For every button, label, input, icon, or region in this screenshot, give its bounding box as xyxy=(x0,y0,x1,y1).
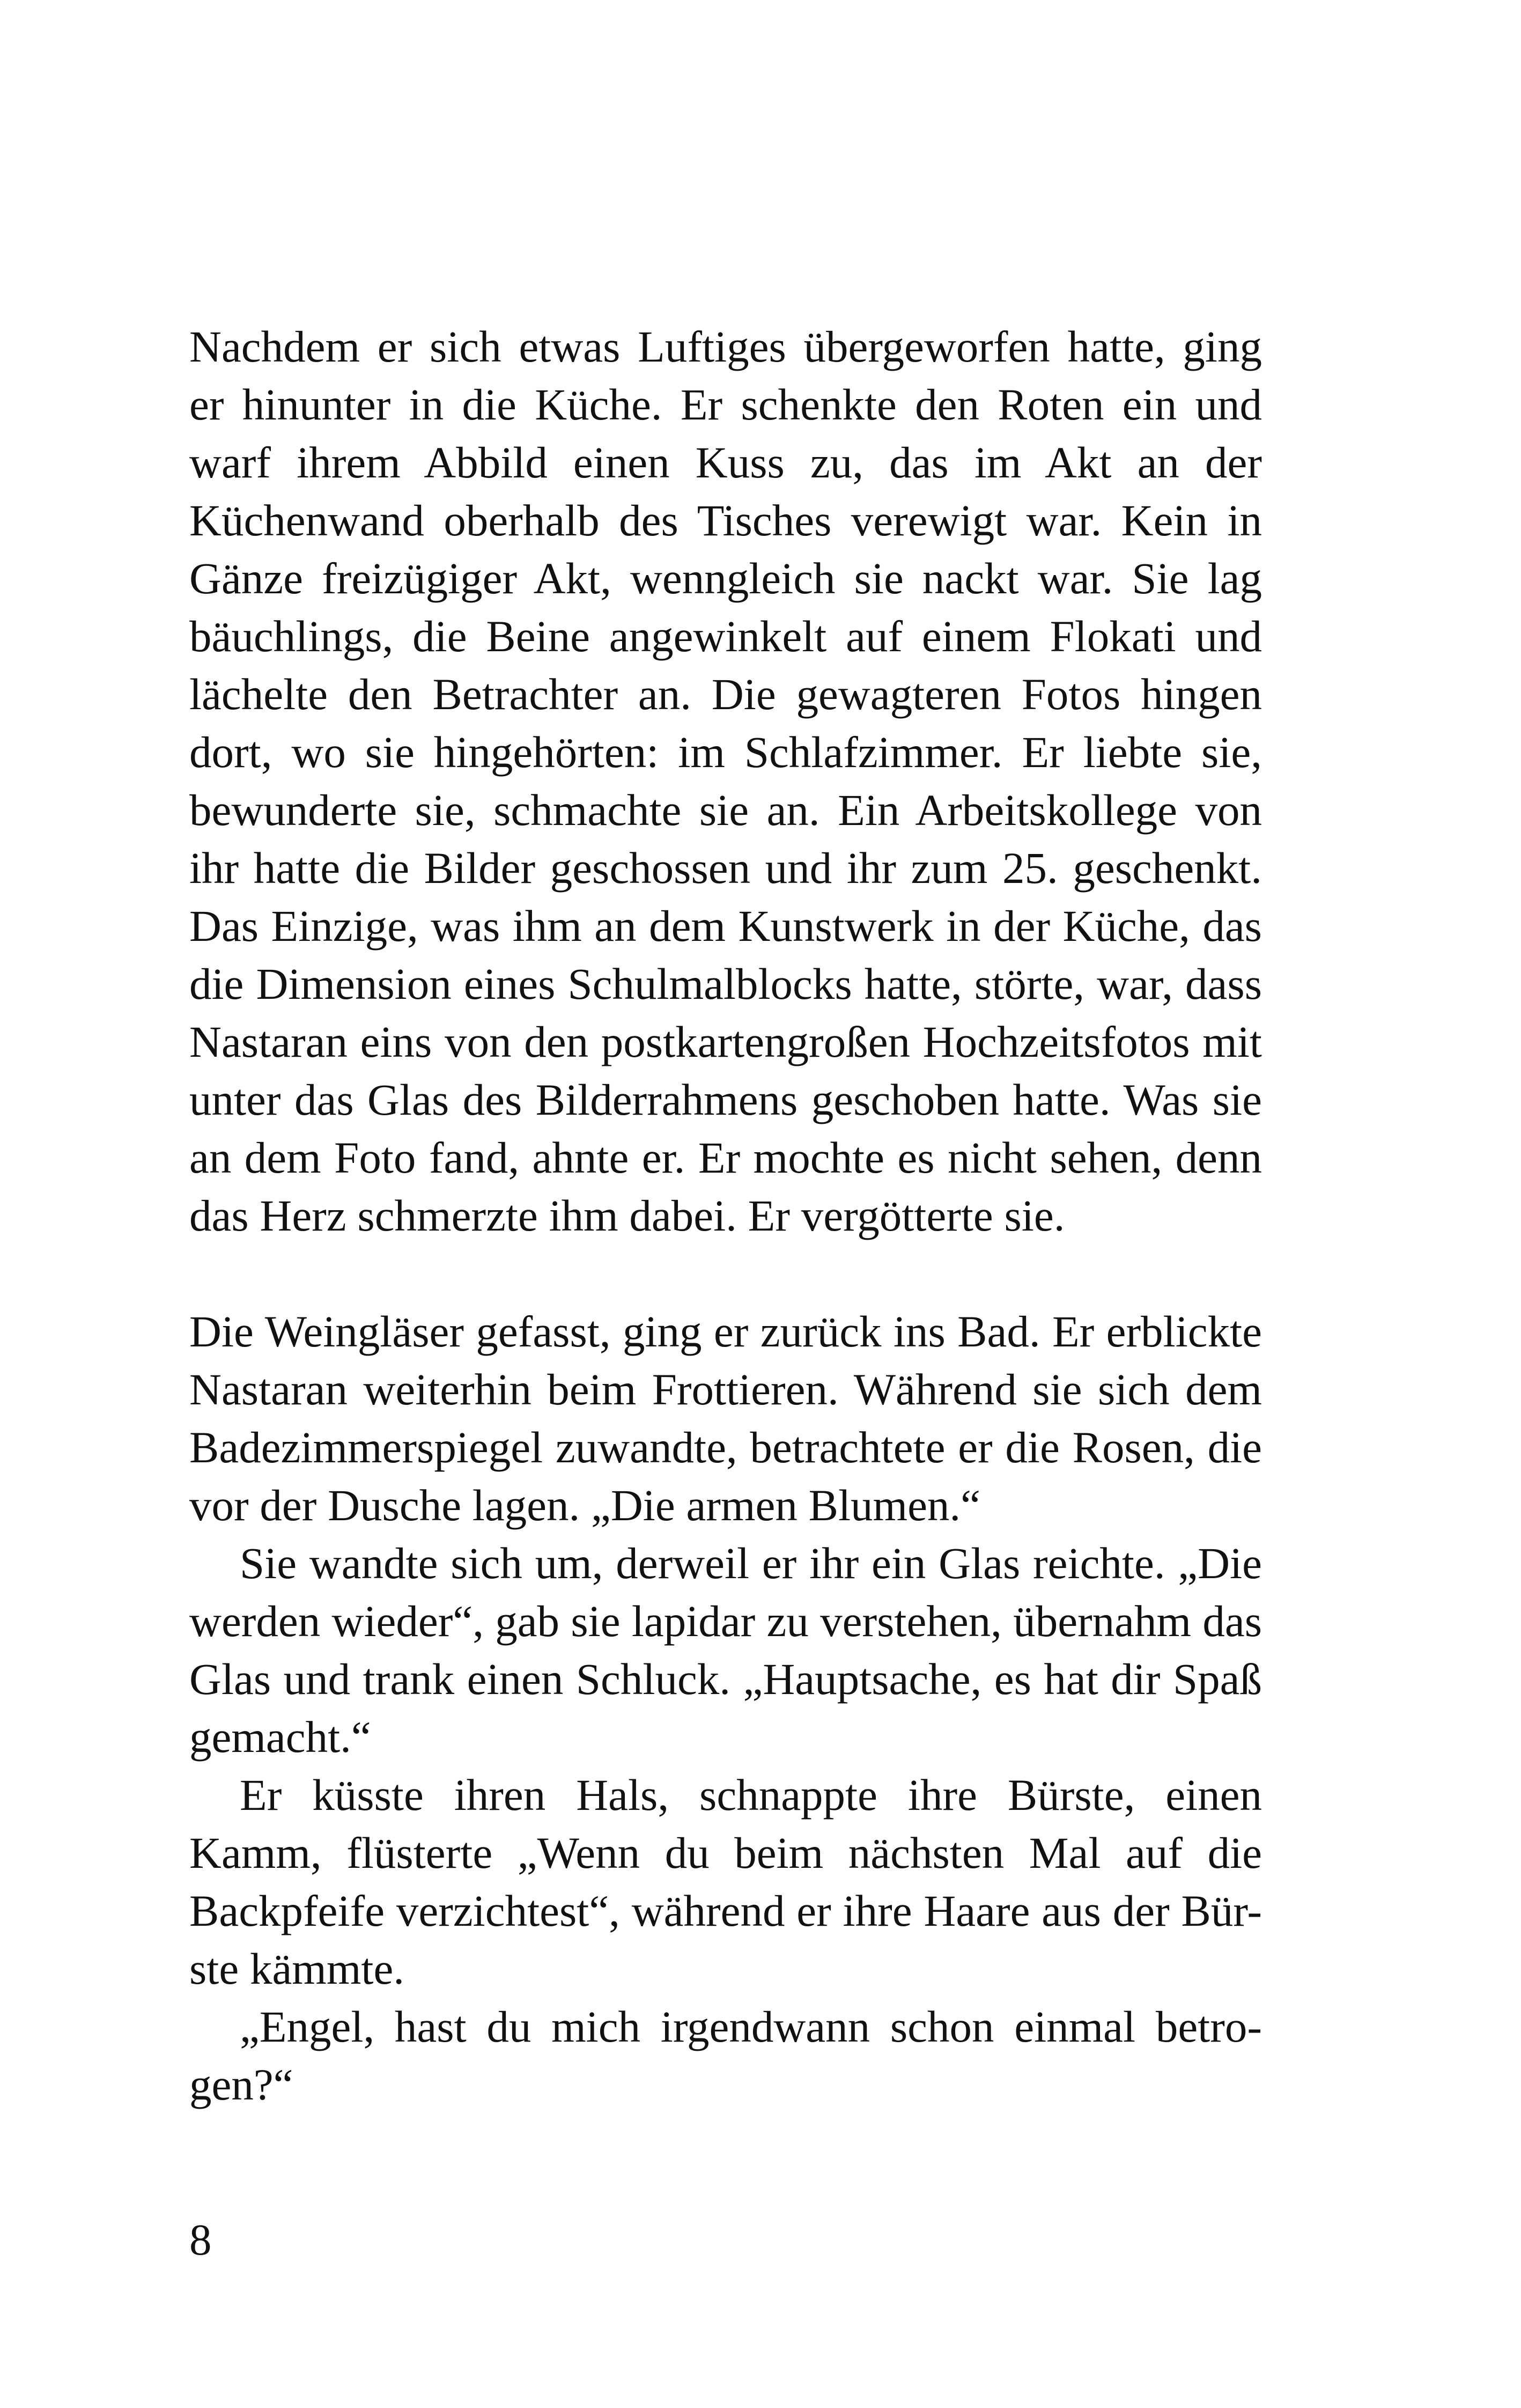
text-line: vor der Dusche lagen. „Die armen Blumen.“ xyxy=(189,1481,980,1530)
text-line: Nachdem er sich etwas Luftiges übergeworfen hatte, ging xyxy=(189,322,1262,371)
text-line: Gänze freizügiger Akt, wenngleich sie nackt war. Sie lag xyxy=(189,554,1262,603)
text-line: Die Weingläser gefasst, ging er zurück ins Bad. Er erblickte xyxy=(189,1307,1262,1356)
text-line: „Engel, hast du mich irgendwann schon einmal betro- xyxy=(240,2002,1262,2051)
text-line: er hinunter in die Küche. Er schenkte den Roten ein und xyxy=(189,380,1262,429)
text-line: ihr hatte die Bilder geschossen und ihr zum 25. geschenkt. xyxy=(189,843,1262,893)
text-line: bewunderte sie, schmachte sie an. Ein Arbeitskollege von xyxy=(189,785,1262,835)
text-line: Sie wandte sich um, derweil er ihr ein Glas reichte. „Die xyxy=(240,1538,1262,1588)
text-line: an dem Foto fand, ahnte er. Er mochte es nicht sehen, denn xyxy=(189,1133,1262,1182)
text-line: Nastaran weiterhin beim Frottieren. Während sie sich dem xyxy=(189,1365,1262,1414)
text-line: Badezimmerspiegel zuwandte, betrachtete er die Rosen, die xyxy=(189,1423,1262,1472)
page-number: 8 xyxy=(189,2215,212,2264)
text-line: werden wieder“, gab sie lapidar zu verstehen, übernahm das xyxy=(189,1596,1262,1646)
body-text xyxy=(189,318,1262,2114)
text-line: Küchenwand oberhalb des Tisches verewigt war. Kein in xyxy=(189,496,1262,545)
paragraph-gap xyxy=(189,1244,1262,1302)
text-line: bäuchlings, die Beine angewinkelt auf einem Flokati und xyxy=(189,612,1262,661)
text-line: gen?“ xyxy=(189,2060,293,2109)
text-line: Er küsste ihren Hals, schnappte ihre Bürste, einen xyxy=(240,1770,1262,1820)
text-line: lächelte den Betrachter an. Die gewagteren Fotos hingen xyxy=(189,669,1262,719)
text-line: warf ihrem Abbild einen Kuss zu, das im Akt an der xyxy=(189,438,1262,487)
text-line: Kamm, flüsterte „Wenn du beim nächsten Mal auf die xyxy=(189,1828,1262,1877)
text-line: gemacht.“ xyxy=(189,1712,371,1762)
text-line: Glas und trank einen Schluck. „Hauptsache, es hat dir Spaß xyxy=(189,1654,1262,1704)
text-line: das Herz schmerzte ihm dabei. Er vergötterte sie. xyxy=(189,1191,1065,1240)
text-line: die Dimension eines Schulmalblocks hatte, störte, war, dass xyxy=(189,959,1262,1008)
text-line: unter das Glas des Bilderrahmens geschoben hatte. Was sie xyxy=(189,1075,1262,1124)
text-line: ste kämmte. xyxy=(189,1944,405,1993)
text-line: dort, wo sie hingehörten: im Schlafzimmer. Er liebte sie, xyxy=(189,727,1262,777)
text-line: Backpfeife verzichtest“, während er ihre Haare aus der Bür- xyxy=(189,1886,1262,1935)
text-line: Das Einzige, was ihm an dem Kunstwerk in der Küche, das xyxy=(189,901,1262,951)
text-line: Nastaran eins von den postkartengroßen Hochzeitsfotos mit xyxy=(189,1017,1262,1066)
